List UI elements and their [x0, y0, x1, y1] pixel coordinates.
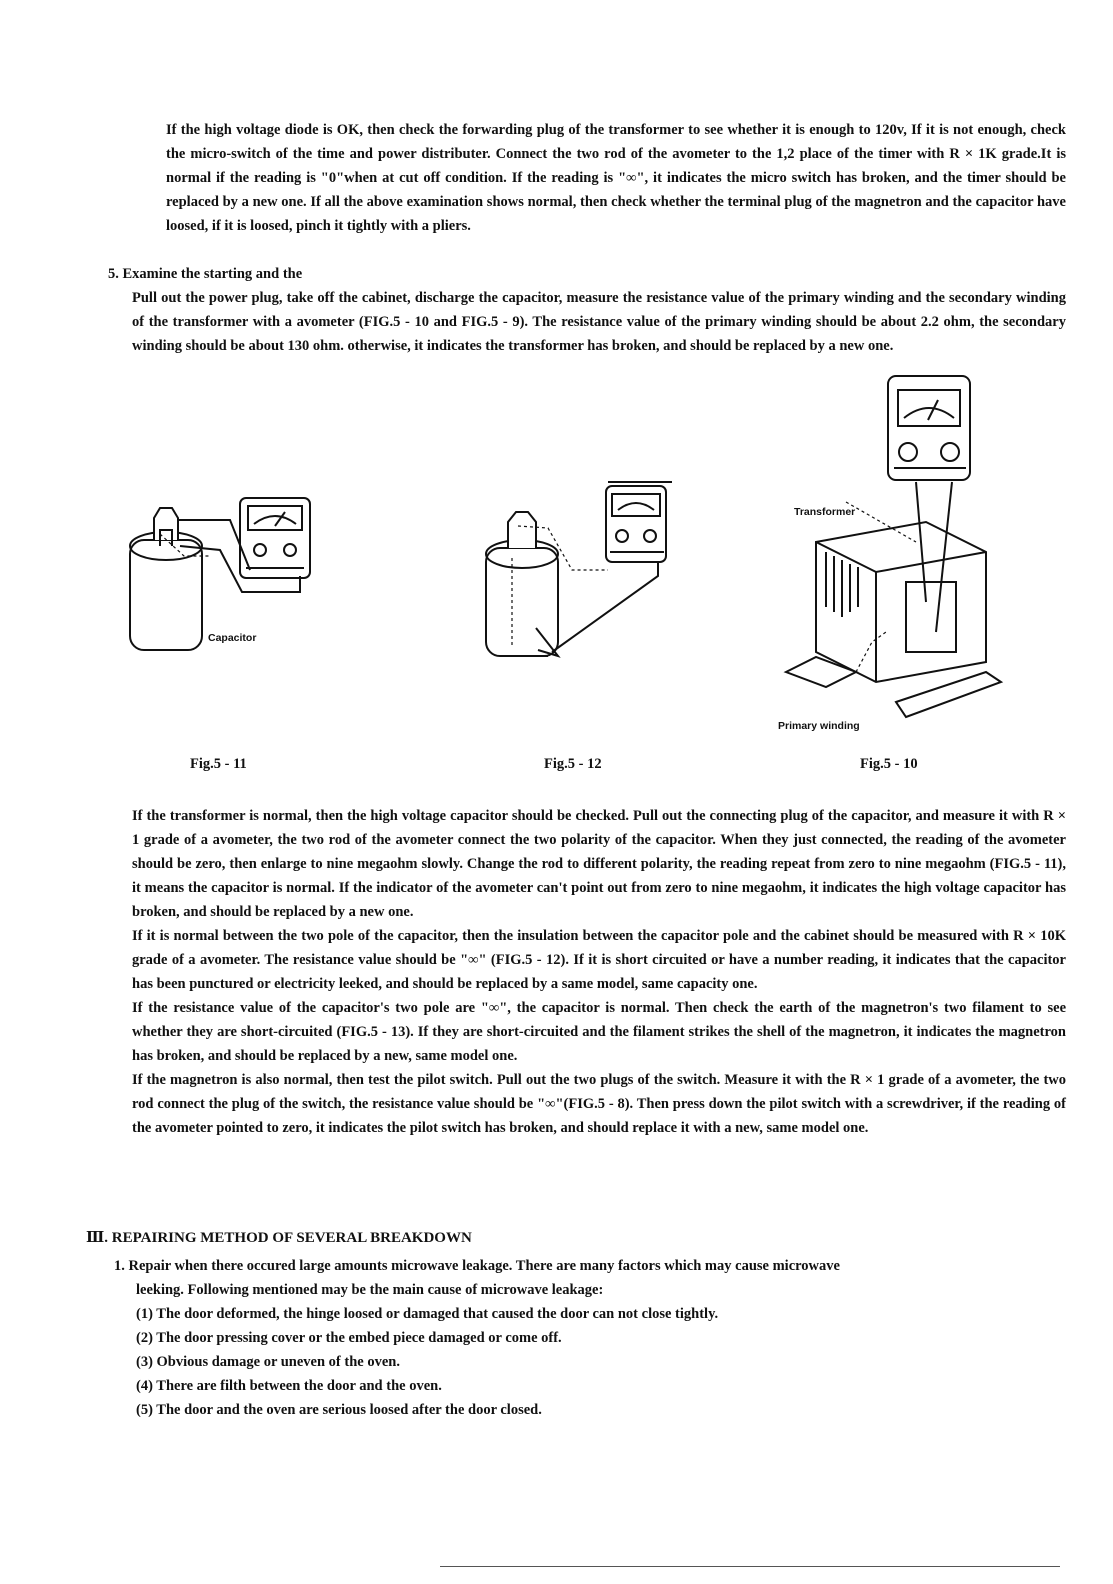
- list-item: (1) The door deformed, the hinge loosed or damaged that caused the door can not close tightly.: [136, 1306, 719, 1322]
- repair-item-1: [114, 1254, 1066, 1302]
- intro-paragraph: If the high voltage diode is OK, then check the forwarding plug of the transformer to see whether it is enough to 120v, If it is not enough, check the micro-switch of the time and power distributer. Connect the two rod of the avometer to the 1,2 place of the timer with R × 1K grade.It is normal if the reading is "0"when at cut off condition. If the reading is "∞", it indicates the micro switch has broken, and the timer should be replaced by a new one. If all the above examination shows normal, then check whether the terminal plug of the magnetron and the capacitor have loosed, if it is loosed, pinch it tightly with a pliers.: [166, 122, 1066, 234]
- figure-5-10-caption: Fig.5 - 10: [860, 756, 918, 772]
- list-item: (4) There are filth between the door and the oven.: [136, 1378, 442, 1394]
- list-item: (2) The door pressing cover or the embed piece damaged or come off.: [136, 1330, 562, 1346]
- repair-item-1-continuation: leeking. Following mentioned may be the main cause of microwave leakage:: [136, 1282, 604, 1298]
- paragraph-pilot-switch-check: If the magnetron is also normal, then test the pilot switch. Pull out the two plugs of the switch. Measure it with the R × 1 grade of a avometer, the two rod connect the plug of the switch, the resistance value should be "∞"(FIG.5 - 8). Then press down the pilot switch with a screwdriver, if the reading of the avometer pointed to zero, it indicates the pilot switch has broken, and should replace it with a new, same model one.: [132, 1072, 1066, 1136]
- figure-5-12: [478, 478, 678, 668]
- figure-5-11-caption: Fig.5 - 11: [190, 756, 247, 772]
- section-3-heading: Ⅲ. REPAIRING METHOD OF SEVERAL BREAKDOWN: [86, 1230, 472, 1246]
- list-item: (5) The door and the oven are serious loosed after the door closed.: [136, 1402, 542, 1418]
- item-5-heading: 5. Examine the starting and the: [108, 266, 303, 282]
- figure-5-11: [120, 480, 320, 670]
- capacitor-cabinet-drawing: [478, 478, 678, 668]
- repair-item-1-lead: 1. Repair when there occured large amounts microwave leakage. There are many factors which may cause microwave: [114, 1258, 840, 1274]
- list-item: (3) Obvious damage or uneven of the oven.: [136, 1354, 400, 1370]
- transformer-drawing: [776, 372, 1016, 732]
- paragraph-insulation-check: If it is normal between the two pole of the capacitor, then the insulation between the capacitor pole and the cabinet should be measured with R × 10K grade of a avometer. The resistance value should be "∞" (FIG.5 - 12). If it is short circuited or have a number reading, it indicates that the capacitor has been punctured or electricity leeked, and should be replaced by a same model, same capacity one.: [132, 928, 1066, 992]
- paragraph-capacitor-check: If the transformer is normal, then the high voltage capacitor should be checked. Pull out the connecting plug of the capacitor, and measure it with R × 1 grade of a avometer, the two rod of the avometer connect the two polarity of the capacitor. When they just connected, the reading of the avometer should be zero, then enlarge to nine megaohm slowly. Change the rod to different polarity, the reading repeat from zero to nine megaohm (FIG.5 - 11), it means the capacitor is normal. If the indicator of the avometer can't point out from zero to nine megaohm, it indicates the high voltage capacitor has broken, and should be replaced by a new one.: [132, 808, 1066, 920]
- capacitor-label: Capacitor: [208, 632, 257, 644]
- primary-winding-label: Primary winding: [778, 720, 860, 732]
- paragraph-magnetron-check: If the resistance value of the capacitor's two pole are "∞", the capacitor is normal. Then check the earth of the magnetron's two filament to see whether they are short-circuited (FIG.5 - 13). If they are short-circuited and the filament strikes the shell of the magnetron, it indicates the magnetron has broken, and should be replaced by a new, same model one.: [132, 1000, 1066, 1064]
- figure-5-10: [776, 372, 1016, 732]
- transformer-label: Transformer: [794, 506, 856, 518]
- bottom-divider: [440, 1566, 1060, 1567]
- leakage-cause-list: [136, 1302, 1066, 1422]
- item-5-body: Pull out the power plug, take off the cabinet, discharge the capacitor, measure the resistance value of the primary winding and the secondary winding of the transformer with a avometer (FIG.5 - 10 and FIG.5 - 9). The resistance value of the primary winding should be about 2.2 ohm, the secondary winding should be about 130 ohm. otherwise, it indicates the transformer has broken, and should be replaced by a new one.: [132, 290, 1066, 354]
- capacitor-check-paragraphs: [132, 804, 1066, 1140]
- figure-5-12-caption: Fig.5 - 12: [544, 756, 602, 772]
